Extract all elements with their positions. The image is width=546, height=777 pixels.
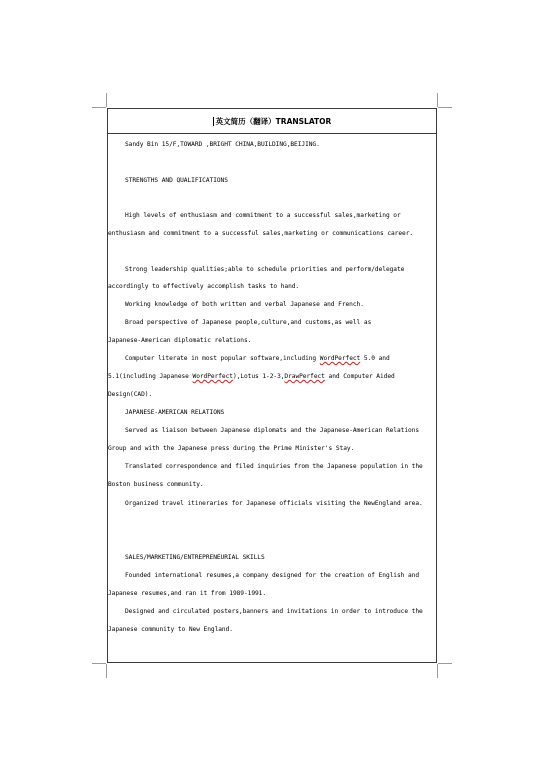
document-page[interactable]	[107, 108, 437, 663]
paragraph-line: Served as liaison between Japanese diplomats and the Japanese-American Relations	[125, 427, 420, 434]
paragraph-line: enthusiasm and commitment to a successful sales,marketing or communications career.	[108, 230, 414, 237]
text-span: 5.0 and	[360, 355, 390, 362]
crop-mark	[437, 93, 438, 107]
spellcheck-word[interactable]: WordPerfect	[192, 373, 233, 380]
text-span: Computer literate in most popular software,including	[125, 355, 320, 362]
text-span: 5.1(including Japanese	[108, 373, 193, 380]
paragraph-line: Organized travel itineraries for Japanese officials visiting the NewEngland area.	[125, 500, 423, 507]
crop-mark	[106, 664, 107, 678]
paragraph-line: accordingly to effectively accomplish tasks to hand.	[108, 283, 300, 290]
paragraph-line: Design(CAD).	[108, 391, 153, 398]
paragraph-line: Founded international resumes,a company designed for the creation of English and	[125, 572, 420, 579]
paragraph-line: Japanese community to New England.	[108, 626, 233, 633]
paragraph-line: Translated correspondence and filed inquiries from the Japanese population in the	[125, 463, 423, 470]
crop-mark	[438, 663, 452, 664]
crop-mark	[92, 107, 106, 108]
paragraph-line: Japanese-American diplomatic relations.	[108, 337, 252, 344]
text-span: and Computer Aided	[324, 373, 395, 380]
crop-mark	[437, 664, 438, 678]
text-span: ),Lotus 1-2-3,	[232, 373, 285, 380]
crop-mark	[106, 93, 107, 107]
crop-mark	[92, 663, 106, 664]
paragraph-line: Japanese resumes,and ran it from 1989-1991.	[108, 590, 267, 597]
crop-mark	[438, 107, 452, 108]
spellcheck-word[interactable]: WordPerfect	[319, 355, 361, 362]
paragraph-line: Boston business community.	[108, 481, 204, 488]
title-row	[108, 109, 436, 134]
paragraph-line: High levels of enthusiasm and commitment to a successful sales,marketing or	[125, 212, 401, 219]
section-heading-strengths: STRENGTHS AND QUALIFICATIONS	[125, 177, 228, 184]
spellcheck-word[interactable]: DrawPerfect	[284, 373, 325, 380]
paragraph-line: Strong leadership qualities;able to schedule priorities and perform/delegate	[125, 266, 405, 273]
section-heading-japanese: JAPANESE-AMERICAN RELATIONS	[125, 409, 225, 416]
paragraph-line	[125, 355, 390, 363]
page-title: 英文简历（翻译）TRANSLATOR	[213, 117, 332, 126]
paragraph-line: Group and with the Japanese press during the Prime Minister's Stay.	[108, 445, 355, 452]
paragraph-line: Working knowledge of both written and verbal Japanese and French.	[125, 301, 364, 308]
paragraph-line: Designed and circulated posters,banners and invitations in order to introduce the	[125, 608, 423, 615]
address-line: Sandy Bin 15/F,TOWARD ,BRIGHT CHINA,BUILDING,BEIJING.	[125, 141, 320, 148]
section-heading-sales: SALES/MARKETING/ENTREPRENEURIAL SKILLS	[125, 554, 265, 561]
paragraph-line: Broad perspective of Japanese people,culture,and customs,as well as	[125, 319, 372, 326]
paragraph-line	[108, 373, 395, 381]
